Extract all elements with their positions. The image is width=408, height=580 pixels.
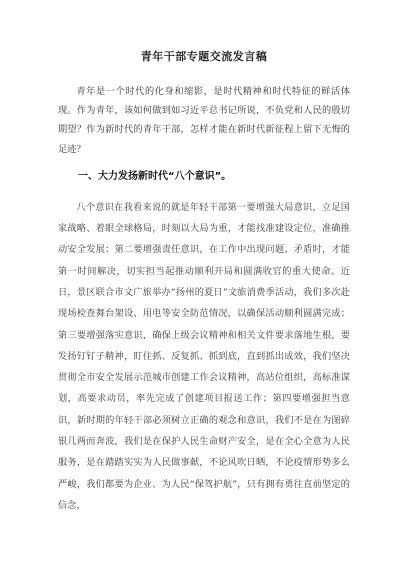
section-body-paragraph: 八个意识在我看来说的就是年轻干部第一要增强大局意识，立足国家战略、着眼全球格局，时刻以大局为重，才能找准建设定位，准确推动安全发展；第二要增强责任意识，在工作中出现问题、矛盾时，才能第一时间解决，切实担当起推动顺利开局和圆满收官的重大使命。近日，景区联合市文广旅举办“扬州的夏日”文旅消费季活动，我们多次赴现场检查舞台架设、用电等安全防范情况，以确保活动顺利圆满完成；第三要增强落实意识，确保上级会议精神和相关文件要求落地生根，要发扬钉钉子精神，盯住抓、反复抓、抓到底，直到抓出成效，我们坚决贯彻全市安全发展示范城市创建工作会议精神，高站位组织，高标准谋划，高要求动员，率先完成了创建项目报送工作；第四要增强担当意识，新时期的年轻干部必须树立正确的观念和意识，我们不是在为图碎银几两而奔波，我们是在保护人民生命财产安全，是在全心全意为人民服务，是在踏踏实实为人民做事献，不论风吹日晒，不论疫情形势多么严峻，我们都要为企业、为人民“保驾护航”，只有拥有勇往直前坚定的信念， [58,201,350,511]
intro-paragraph: 青年是一个时代的化身和缩影，是时代精神和时代特征的鲜活体现。作为青年，该如何做到如习近平总书记所说，不负党和人民的殷切期望？作为新时代的青年干部，怎样才能在新时代新征程上留下无悔的足迹？ [58,86,350,155]
document-title: 青年干部专题交流发言稿 [140,50,268,63]
section-heading: 一、大力发扬新时代“八个意识”。 [78,170,232,182]
